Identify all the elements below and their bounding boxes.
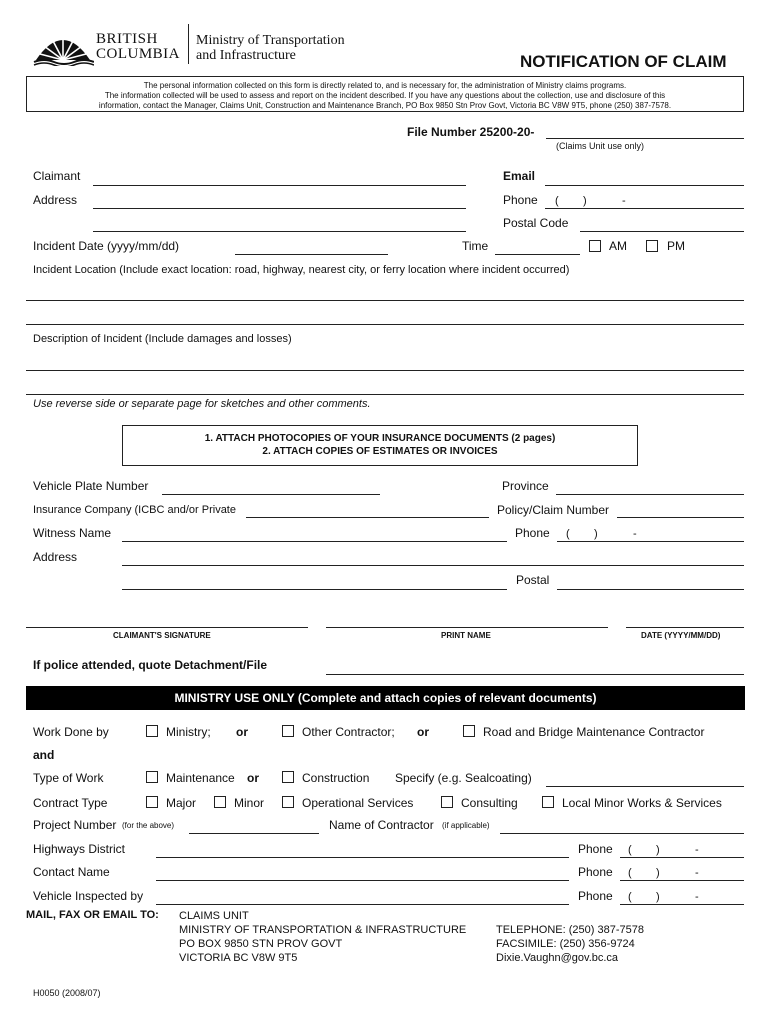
description-field-2[interactable] bbox=[26, 394, 744, 395]
highways-phone-paren-open: ( bbox=[628, 844, 632, 856]
mailing-address bbox=[179, 909, 466, 965]
signature-date-field[interactable] bbox=[626, 627, 744, 628]
pm-checkbox[interactable] bbox=[646, 240, 658, 252]
for-above-note: (for the above) bbox=[122, 821, 175, 830]
bc-sun-logo-icon bbox=[32, 26, 94, 66]
print-name-label: PRINT NAME bbox=[441, 631, 491, 640]
vehicle-inspected-field[interactable] bbox=[156, 904, 569, 905]
or-label-3: or bbox=[247, 771, 259, 785]
minor-label: Minor bbox=[234, 796, 265, 810]
consulting-checkbox[interactable] bbox=[441, 796, 453, 808]
notice-line-3: information, contact the Manager, Claims Unit, Construction and Maintenance Branch, PO Box 9850 Stn Prov Govt, Victoria BC V8W 9T5, phone (250) 387-7578. bbox=[98, 101, 672, 110]
witness-postal-label: Postal bbox=[516, 573, 550, 587]
bc-logo bbox=[32, 26, 182, 66]
local-minor-works-label: Local Minor Works & Services bbox=[562, 796, 722, 810]
insurance-company-field[interactable] bbox=[246, 517, 489, 518]
privacy-notice bbox=[26, 76, 744, 112]
contact-name-label: Contact Name bbox=[33, 865, 110, 879]
minor-checkbox[interactable] bbox=[214, 796, 226, 808]
province-field[interactable] bbox=[556, 494, 744, 495]
description-field-1[interactable] bbox=[26, 370, 744, 371]
phone-paren-open: ( bbox=[555, 195, 559, 207]
email-label: Email bbox=[503, 169, 536, 183]
incident-location-field-2[interactable] bbox=[26, 324, 744, 325]
ministry-use-only-bar: MINISTRY USE ONLY (Complete and attach copies of relevant documents) bbox=[26, 686, 745, 710]
police-detachment-field[interactable] bbox=[326, 674, 744, 675]
inspected-phone-paren-close: ) bbox=[656, 891, 660, 903]
postal-code-label: Postal Code bbox=[503, 216, 569, 230]
policy-claim-label: Policy/Claim Number bbox=[497, 503, 610, 517]
witness-phone-paren-close: ) bbox=[594, 528, 598, 540]
highways-phone-label: Phone bbox=[578, 842, 613, 856]
facsimile-text: FACSIMILE: (250) 356-9724 bbox=[496, 938, 635, 950]
am-checkbox[interactable] bbox=[589, 240, 601, 252]
attach-line-2: 2. ATTACH COPIES OF ESTIMATES OR INVOICES bbox=[262, 446, 498, 457]
contact-phone-paren-close: ) bbox=[656, 867, 660, 879]
mail-address-line-4: VICTORIA BC V8W 9T5 bbox=[179, 952, 298, 964]
form-code: H0050 (2008/07) bbox=[33, 988, 101, 998]
highways-phone-field[interactable] bbox=[620, 857, 744, 858]
notice-line-1: The personal information collected on this form is directly related to, and is necessary for, the administration of Ministry claims programs. bbox=[143, 81, 627, 90]
ministry-checkbox[interactable] bbox=[146, 725, 158, 737]
mail-address-line-3: PO BOX 9850 STN PROV GOVT bbox=[179, 938, 343, 950]
phone-dash: - bbox=[622, 195, 626, 207]
witness-phone-paren-open: ( bbox=[566, 528, 570, 540]
policy-claim-field[interactable] bbox=[617, 517, 744, 518]
incident-date-field[interactable] bbox=[235, 254, 388, 255]
file-number-note: (Claims Unit use only) bbox=[556, 141, 645, 151]
inspected-phone-paren-open: ( bbox=[628, 891, 632, 903]
name-of-contractor-label: Name of Contractor bbox=[329, 818, 434, 832]
police-detachment-label: If police attended, quote Detachment/File bbox=[33, 658, 268, 672]
claimant-signature-field[interactable] bbox=[26, 627, 308, 628]
province-label: Province bbox=[502, 479, 549, 493]
attach-line-1: 1. ATTACH PHOTOCOPIES OF YOUR INSURANCE DOCUMENTS (2 pages) bbox=[204, 433, 556, 444]
witness-address-label: Address bbox=[33, 550, 78, 564]
other-contractor-checkbox[interactable] bbox=[282, 725, 294, 737]
inspected-phone-dash: - bbox=[695, 891, 699, 903]
insurance-company-label: Insurance Company (ICBC and/or Private bbox=[33, 504, 236, 516]
highways-district-field[interactable] bbox=[156, 857, 569, 858]
attachment-instructions bbox=[122, 425, 638, 466]
witness-phone-field[interactable] bbox=[557, 541, 744, 542]
inspected-phone-field[interactable] bbox=[620, 904, 744, 905]
email-link[interactable]: Dixie.Vaughn@gov.bc.ca bbox=[496, 952, 619, 964]
print-name-field[interactable] bbox=[326, 627, 608, 628]
contact-phone-field[interactable] bbox=[620, 880, 744, 881]
address-field-1[interactable] bbox=[93, 208, 466, 209]
witness-phone-label: Phone bbox=[515, 526, 550, 540]
file-number-label: File Number 25200-20- bbox=[407, 125, 535, 139]
contact-phone-label: Phone bbox=[578, 865, 613, 879]
ministry-line-2: and Infrastructure bbox=[196, 48, 296, 63]
vehicle-plate-field[interactable] bbox=[162, 494, 380, 495]
project-number-field[interactable] bbox=[189, 833, 319, 834]
email-field[interactable] bbox=[545, 185, 744, 186]
ministry-option-label: Ministry; bbox=[166, 725, 211, 739]
vehicle-plate-label: Vehicle Plate Number bbox=[33, 479, 149, 493]
witness-address-field-1[interactable] bbox=[122, 565, 744, 566]
consulting-label: Consulting bbox=[461, 796, 518, 810]
other-contractor-label: Other Contractor; bbox=[302, 725, 395, 739]
work-done-by-label: Work Done by bbox=[33, 725, 109, 739]
file-number-field[interactable] bbox=[546, 138, 744, 139]
road-bridge-label: Road and Bridge Maintenance Contractor bbox=[483, 725, 705, 739]
specify-label: Specify (e.g. Sealcoating) bbox=[395, 771, 532, 785]
inspected-phone-label: Phone bbox=[578, 889, 613, 903]
mail-address-line-2: MINISTRY OF TRANSPORTATION & INFRASTRUCTURE bbox=[179, 924, 467, 936]
header-divider bbox=[188, 24, 189, 64]
contact-phone-dash: - bbox=[695, 867, 699, 879]
reverse-side-note: Use reverse side or separate page for sketches and other comments. bbox=[33, 398, 371, 410]
contact-phone-paren-open: ( bbox=[628, 867, 632, 879]
vehicle-inspected-label: Vehicle Inspected by bbox=[33, 889, 144, 903]
road-bridge-checkbox[interactable] bbox=[463, 725, 475, 737]
postal-code-field[interactable] bbox=[580, 231, 744, 232]
contract-type-label: Contract Type bbox=[33, 796, 108, 810]
claimant-label: Claimant bbox=[33, 169, 81, 183]
notice-line-2: The information collected will be used to assess and report on the incident described. If you have any questions about the collection, use and disclosure of this bbox=[104, 91, 666, 100]
mail-to-label: MAIL, FAX OR EMAIL TO: bbox=[26, 909, 159, 921]
address-label: Address bbox=[33, 193, 78, 207]
local-minor-works-checkbox[interactable] bbox=[542, 796, 554, 808]
witness-name-field[interactable] bbox=[122, 541, 507, 542]
witness-address-field-2[interactable] bbox=[122, 589, 507, 590]
pm-label: PM bbox=[667, 239, 685, 253]
witness-postal-field[interactable] bbox=[557, 589, 744, 590]
major-checkbox[interactable] bbox=[146, 796, 158, 808]
incident-location-label: Incident Location (Include exact location: road, highway, nearest city, or ferry location where incident occurred) bbox=[33, 264, 570, 276]
address-field-2[interactable] bbox=[93, 231, 466, 232]
contact-details bbox=[496, 923, 644, 965]
logo-line-2: COLUMBIA bbox=[96, 46, 181, 62]
incident-date-label: Incident Date (yyyy/mm/dd) bbox=[33, 239, 180, 253]
and-label: and bbox=[33, 748, 55, 762]
incident-location-field-1[interactable] bbox=[26, 300, 744, 301]
highways-phone-dash: - bbox=[695, 844, 699, 856]
if-applicable-note: (if applicable) bbox=[442, 821, 490, 830]
maintenance-label: Maintenance bbox=[166, 771, 235, 785]
witness-name-label: Witness Name bbox=[33, 526, 112, 540]
time-field[interactable] bbox=[495, 254, 580, 255]
construction-label: Construction bbox=[302, 771, 370, 785]
telephone-text: TELEPHONE: (250) 387-7578 bbox=[496, 924, 644, 936]
operational-services-label: Operational Services bbox=[302, 796, 414, 810]
phone-paren-close: ) bbox=[583, 195, 587, 207]
ministry-line-1: Ministry of Transportation bbox=[196, 33, 345, 48]
specify-field[interactable] bbox=[546, 786, 744, 787]
contact-name-field[interactable] bbox=[156, 880, 569, 881]
claimant-signature-label: CLAIMANT'S SIGNATURE bbox=[113, 631, 211, 640]
form-title: NOTIFICATION OF CLAIM bbox=[520, 52, 727, 71]
project-number-label: Project Number bbox=[33, 818, 117, 832]
or-label-2: or bbox=[417, 725, 429, 739]
highways-district-label: Highways District bbox=[33, 842, 126, 856]
description-label: Description of Incident (Include damages and losses) bbox=[33, 333, 292, 345]
claimant-field[interactable] bbox=[93, 185, 466, 186]
type-of-work-label: Type of Work bbox=[33, 771, 104, 785]
am-label: AM bbox=[609, 239, 627, 253]
signature-date-label: DATE (YYYY/MM/DD) bbox=[641, 631, 721, 640]
maintenance-checkbox[interactable] bbox=[146, 771, 158, 783]
phone-label: Phone bbox=[503, 193, 538, 207]
logo-line-1: BRITISH bbox=[96, 31, 158, 47]
name-of-contractor-field[interactable] bbox=[500, 833, 744, 834]
mail-address-line-1: CLAIMS UNIT bbox=[179, 910, 249, 922]
or-label-1: or bbox=[236, 725, 248, 739]
construction-checkbox[interactable] bbox=[282, 771, 294, 783]
highways-phone-paren-close: ) bbox=[656, 844, 660, 856]
major-label: Major bbox=[166, 796, 197, 810]
phone-field[interactable] bbox=[545, 208, 744, 209]
witness-phone-dash: - bbox=[633, 528, 637, 540]
time-label: Time bbox=[462, 239, 489, 253]
operational-services-checkbox[interactable] bbox=[282, 796, 294, 808]
